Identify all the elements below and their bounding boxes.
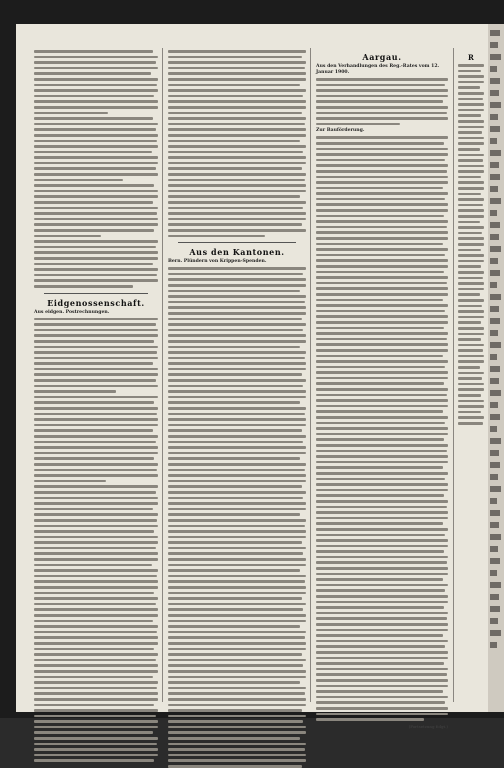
article-heading-bern: Bern. Plündern von Krippen-Spenden. (168, 259, 267, 265)
heading-fragment: R (467, 53, 475, 62)
adjacent-page-edge (488, 24, 504, 712)
column-2-text-top (168, 50, 306, 237)
column-3-text-b (316, 136, 448, 720)
column-rule-3 (453, 48, 454, 702)
column-2 (168, 50, 306, 702)
article-heading-baufoerderung: Zur Bauförderung. (316, 128, 365, 134)
column-1-separator (44, 293, 148, 294)
column-4-partial (458, 50, 484, 702)
column-1-text-top (34, 50, 158, 288)
continuation-note: (Fortsetzung folgt.) (408, 723, 448, 729)
section-heading-eidgenossenschaft: Eidgenossenschaft. (47, 297, 145, 308)
section-heading-aargau: Aargau. (362, 52, 402, 62)
column-1-text-bottom (34, 318, 158, 763)
column-3 (316, 50, 448, 729)
column-3-text-a (316, 78, 448, 125)
column-2-separator (178, 242, 296, 243)
article-heading-postrechnungen: Aus eidgen. Postrechnungen. (34, 309, 110, 315)
column-1 (34, 50, 158, 702)
column-2-text-bottom (168, 267, 306, 767)
column-rule-1 (162, 48, 163, 702)
newspaper-page (16, 24, 488, 729)
article-heading-reg-rat: Aus den Verhandlungen des Reg.-Rates vom 12. Januar 1900. (316, 64, 440, 75)
section-heading-kantonen: Aus den Kantonen. (189, 247, 285, 258)
column-rule-2 (310, 48, 311, 702)
